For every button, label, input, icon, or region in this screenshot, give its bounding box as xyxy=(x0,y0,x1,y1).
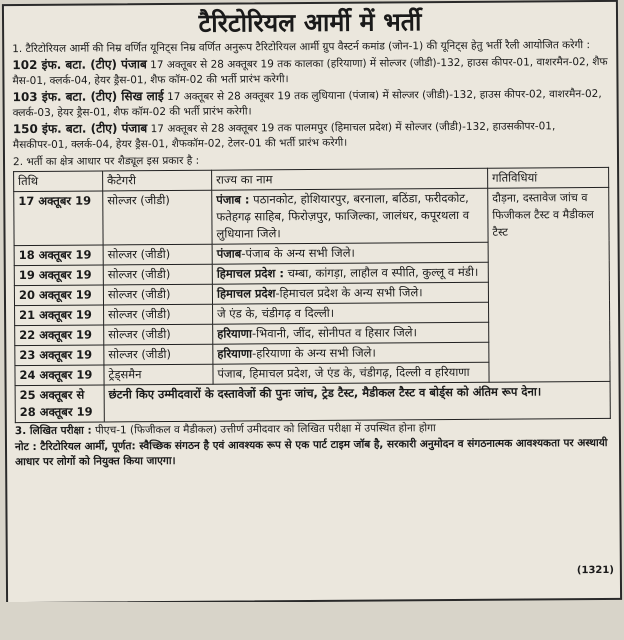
state-text: -भिवानी, जींद, सोनीपत व हिसार जिले। xyxy=(251,324,417,340)
note-line xyxy=(15,435,611,469)
unit-entry xyxy=(13,85,609,121)
row-category: सोल्जर (जीडी) xyxy=(104,324,213,345)
row-state xyxy=(213,342,489,364)
row-final-text: छंटनी किए उम्मीदवारों के दस्तावेजों की पुनः जांच, ट्रेड टैस्ट, मैडीकल टैस्ट व बोर्ड्स को अंतिम रूप देना। xyxy=(104,381,610,422)
row-state xyxy=(213,322,489,344)
row-date: 25 अक्तूबर से 28 अक्तूबर 19 xyxy=(15,384,104,422)
row-category: सोल्जर (जीडी) xyxy=(103,244,212,265)
unit-name: 103 इंफ. बटा. (टीए) सिख लाई xyxy=(12,88,164,104)
row-category: सोल्जर (जीडी) xyxy=(103,190,212,245)
row-state xyxy=(212,262,488,284)
unit-details: 17 अक्तूबर से 28 अक्तूबर 19 तक पालमपुर (हिमाचल प्रदेश) में सोल्जर (जीडी)-132, हाउसकीपर-01, मैसकीपर-01, क्लर्क-04, हेयर ड्रैस-01, शैफकॉम-02, टेलर-01 की भर्ती प्रारंभ करेगी। xyxy=(12,119,556,152)
state-highlight: पंजाब xyxy=(216,245,242,261)
exam-label: 3. लिखित परीक्षा : xyxy=(14,424,92,437)
unit-name: 150 इंफ. बटा. (टीए) पंजाब xyxy=(12,120,148,136)
exam-text: पीएच-1 (फिजीकल व मैडीकल) उत्तीर्ण उमीदवार को लिखित परीक्षा में उपस्थित होना होगा xyxy=(91,421,436,437)
row-state xyxy=(212,282,488,304)
row-category: सोल्जर (जीडी) xyxy=(103,264,212,285)
row-date: 20 अक्तूबर 19 xyxy=(14,284,103,305)
intro-paragraph: 1. टैरिटोरियल आर्मी की निम्र वर्णित यूनिट्स निम्र वर्णित अनुरूप टैरिटोरियल आर्मी ग्रुप वैस्टर्न कमांड (जोन-1) की यूनिट्स हेतु भर्ती रैली आयोजित करेगी : xyxy=(12,39,591,56)
unit-details: 17 अक्तूबर से 28 अक्तूबर 19 तक कालका (हरियाणा) में सोल्जर (जीडी)-132, हाउस कीपर-01, वाशरमैन-02, शैफ मैस-01, क्लर्क-04, हेयर ड्रैस-01, शैफ कॉम-02 की भर्ती प्रारंभ करेगी। xyxy=(12,55,608,88)
row-date: 21 अक्तूबर 19 xyxy=(15,304,104,325)
state-highlight: हरियाणा xyxy=(217,345,253,361)
schedule-heading: 2. भर्ती का क्षेत्र आधार पर शैड्यूल इस प्रकार है : xyxy=(12,154,200,168)
note-label: नोट : xyxy=(14,440,37,453)
table-row xyxy=(14,187,609,245)
state-highlight: हरियाणा xyxy=(217,325,252,341)
state-text: जे एंड के, चंडीगढ़ व दिल्ली। xyxy=(217,305,335,321)
row-date: 23 अक्तूबर 19 xyxy=(15,344,104,365)
state-highlight: हिमाचल प्रदेश xyxy=(216,285,276,301)
state-text: -हिमाचल प्रदेश के अन्य सभी जिले। xyxy=(275,284,423,300)
row-category: सोल्जर (जीडी) xyxy=(104,344,213,365)
header-state: राज्य का नाम xyxy=(212,168,488,190)
row-state xyxy=(213,362,489,384)
schedule-table xyxy=(13,166,611,422)
unit-entry xyxy=(13,117,609,153)
row-state xyxy=(212,242,488,264)
header-category: कैटेगरी xyxy=(103,170,212,191)
photo-background xyxy=(0,602,624,640)
state-highlight: पंजाब : xyxy=(216,191,250,207)
row-state xyxy=(212,188,488,244)
row-date: 17 अक्तूबर 19 xyxy=(14,190,103,245)
page-title: टैरिटोरियल आर्मी में भर्ती xyxy=(198,7,422,38)
ad-code: (1321) xyxy=(576,564,614,577)
note-text: टैरिटोरियल आर्मी, पूर्णत: स्वैच्छिक संगठन है एवं आवश्यक रूप से एक पार्ट टाइम जॉब है, सरकारी अनुमोदन व संगठनात्मक आवश्यकता पर अस्थायी आधार पर लोगों को नियुक्त किया जाएगा। xyxy=(15,436,608,468)
row-date: 22 अक्तूबर 19 xyxy=(15,324,104,345)
newspaper-clipping xyxy=(2,0,622,604)
row-category: सोल्जर (जीडी) xyxy=(104,304,213,325)
unit-name: 102 इंफ. बटा. (टीए) पंजाब xyxy=(12,56,147,72)
row-activities: दौड़ना, दस्तावेज जांच व फिजीकल टैस्ट व मैडीकल टैस्ट xyxy=(488,187,610,382)
row-category: ट्रेड्समैन xyxy=(104,364,213,385)
unit-entry xyxy=(12,53,608,89)
row-date: 24 अक्तूबर 19 xyxy=(15,364,104,385)
state-text: पठानकोट, होशियारपुर, बरनाला, बठिंडा, फरीदकोट, फतेहगढ़ साहिब, फिरोज़पुर, फाजिल्का, जालंधर, कपूरथला व लुधियाना जिले। xyxy=(216,190,470,241)
header-activities: गतिविधियां xyxy=(488,167,609,188)
row-state xyxy=(213,302,489,324)
state-text: पंजाब, हिमाचल प्रदेश, जे एंड के, चंडीगढ़, दिल्ली व हरियाणा xyxy=(217,364,470,381)
row-date: 19 अक्तूबर 19 xyxy=(14,264,103,285)
state-highlight: हिमाचल प्रदेश : xyxy=(216,265,284,281)
state-text: चम्बा, कांगड़ा, लाहौल व स्पीति, कुल्लू व मंडी। xyxy=(283,264,479,280)
table-row xyxy=(15,381,610,422)
row-date: 18 अक्तूबर 19 xyxy=(14,244,103,265)
state-text: -पंजाब के अन्य सभी जिले। xyxy=(241,245,355,260)
unit-details: 17 अक्तूबर से 28 अक्तूबर 19 तक लुधियाना (पंजाब) में सोल्जर (जीडी)-132, हाउस कीपर-02, वाशरमैन-02, क्लर्क-03, हेयर ड्रैस-01, शैफ कॉम-02 की भर्ती प्रारंभ करेगी। xyxy=(12,87,602,120)
state-text: -हरियाणा के अन्य सभी जिले। xyxy=(252,345,376,360)
header-date: तिथि xyxy=(14,170,103,191)
row-category: सोल्जर (जीडी) xyxy=(103,284,212,305)
